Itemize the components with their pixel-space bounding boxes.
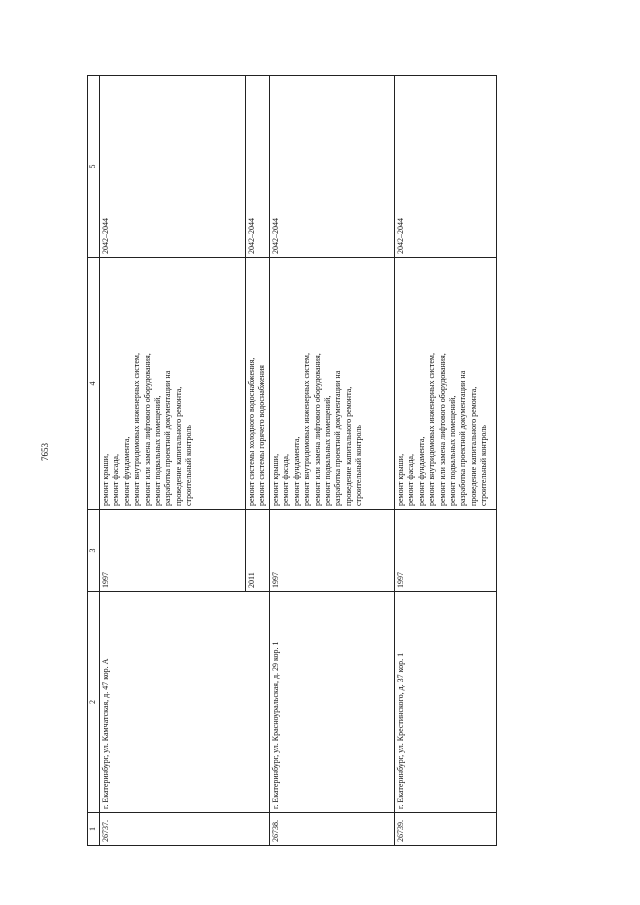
page-number: 7653	[40, 443, 50, 461]
work-item: ремонт или замена лифтового оборудования,	[142, 353, 152, 506]
work-item: проведение капитального ремонта,	[468, 386, 478, 506]
work-item: ремонт подвальных помещений,	[323, 395, 333, 506]
work-item: ремонт фундамента,	[416, 436, 426, 506]
work-item: ремонт фундамента,	[291, 436, 301, 506]
work-item: ремонт внутридомовых инженерных систем,	[427, 353, 437, 506]
row-year: 2011	[246, 510, 270, 592]
header-cell-address: 2	[88, 592, 100, 813]
table-row	[100, 76, 246, 846]
work-item: строительный контроль	[479, 425, 489, 506]
header-cell-year: 3	[88, 510, 100, 592]
row-works-list	[100, 258, 246, 510]
work-item: ремонт внутридомовых инженерных систем,	[132, 353, 142, 506]
work-item: разработка проектной документации на	[333, 370, 343, 506]
work-item: проведение капитального ремонта,	[173, 386, 183, 506]
repair-schedule-table	[87, 75, 497, 846]
row-number: 26739.	[395, 813, 497, 846]
work-item: ремонт фундамента,	[121, 436, 131, 506]
work-item: ремонт внутридомовых инженерных систем,	[302, 353, 312, 506]
row-year: 1997	[395, 510, 497, 592]
row-year: 1997	[270, 510, 395, 592]
header-cell-works: 4	[88, 258, 100, 510]
work-item: ремонт крыши,	[101, 453, 110, 506]
header-cell-number: 1	[88, 813, 100, 846]
work-item: ремонт подвальных помещений,	[153, 395, 163, 506]
work-item: ремонт крыши,	[271, 453, 280, 506]
work-item: ремонт или замена лифтового оборудования,	[437, 353, 447, 506]
work-item: разработка проектной документации на	[163, 370, 173, 506]
row-period: 2042–2044	[270, 76, 395, 258]
work-item: проведение капитального ремонта,	[343, 386, 353, 506]
work-item: ремонт фасада,	[281, 454, 291, 506]
row-year: 1997	[100, 510, 246, 592]
rotated-table-container	[87, 76, 497, 846]
table-row	[395, 76, 497, 846]
work-item: ремонт системы холодного водоснабжения,	[247, 357, 256, 506]
row-number: 26738.	[270, 813, 395, 846]
row-period: 2042–2044	[246, 76, 270, 258]
work-item: разработка проектной документации на	[458, 370, 468, 506]
work-item: ремонт фасада,	[111, 454, 121, 506]
header-row	[88, 76, 100, 846]
row-works-list	[395, 258, 497, 510]
header-cell-period: 5	[88, 76, 100, 258]
work-item: строительный контроль	[184, 425, 194, 506]
row-period: 2042–2044	[100, 76, 246, 258]
row-works-list	[246, 258, 270, 510]
row-period: 2042–2044	[395, 76, 497, 258]
work-item: ремонт или замена лифтового оборудования,	[312, 353, 322, 506]
row-address: г. Екатеринбург, ул. Камчатская, д. 47 кор. А	[100, 592, 270, 813]
work-item: ремонт крыши,	[396, 453, 405, 506]
work-item: ремонт подвальных помещений,	[448, 395, 458, 506]
work-item: строительный контроль	[354, 425, 364, 506]
work-item: ремонт фасада,	[406, 454, 416, 506]
row-address: г. Екатеринбург, ул. Крестинского, д. 37 кор. 1	[395, 592, 497, 813]
table-row	[270, 76, 395, 846]
row-address: г. Екатеринбург, ул. Красноуральская, д. 29 кор. 1	[270, 592, 395, 813]
row-number: 26737.	[100, 813, 270, 846]
work-item: ремонт системы горячего водоснабжения	[257, 365, 267, 506]
row-works-list	[270, 258, 395, 510]
